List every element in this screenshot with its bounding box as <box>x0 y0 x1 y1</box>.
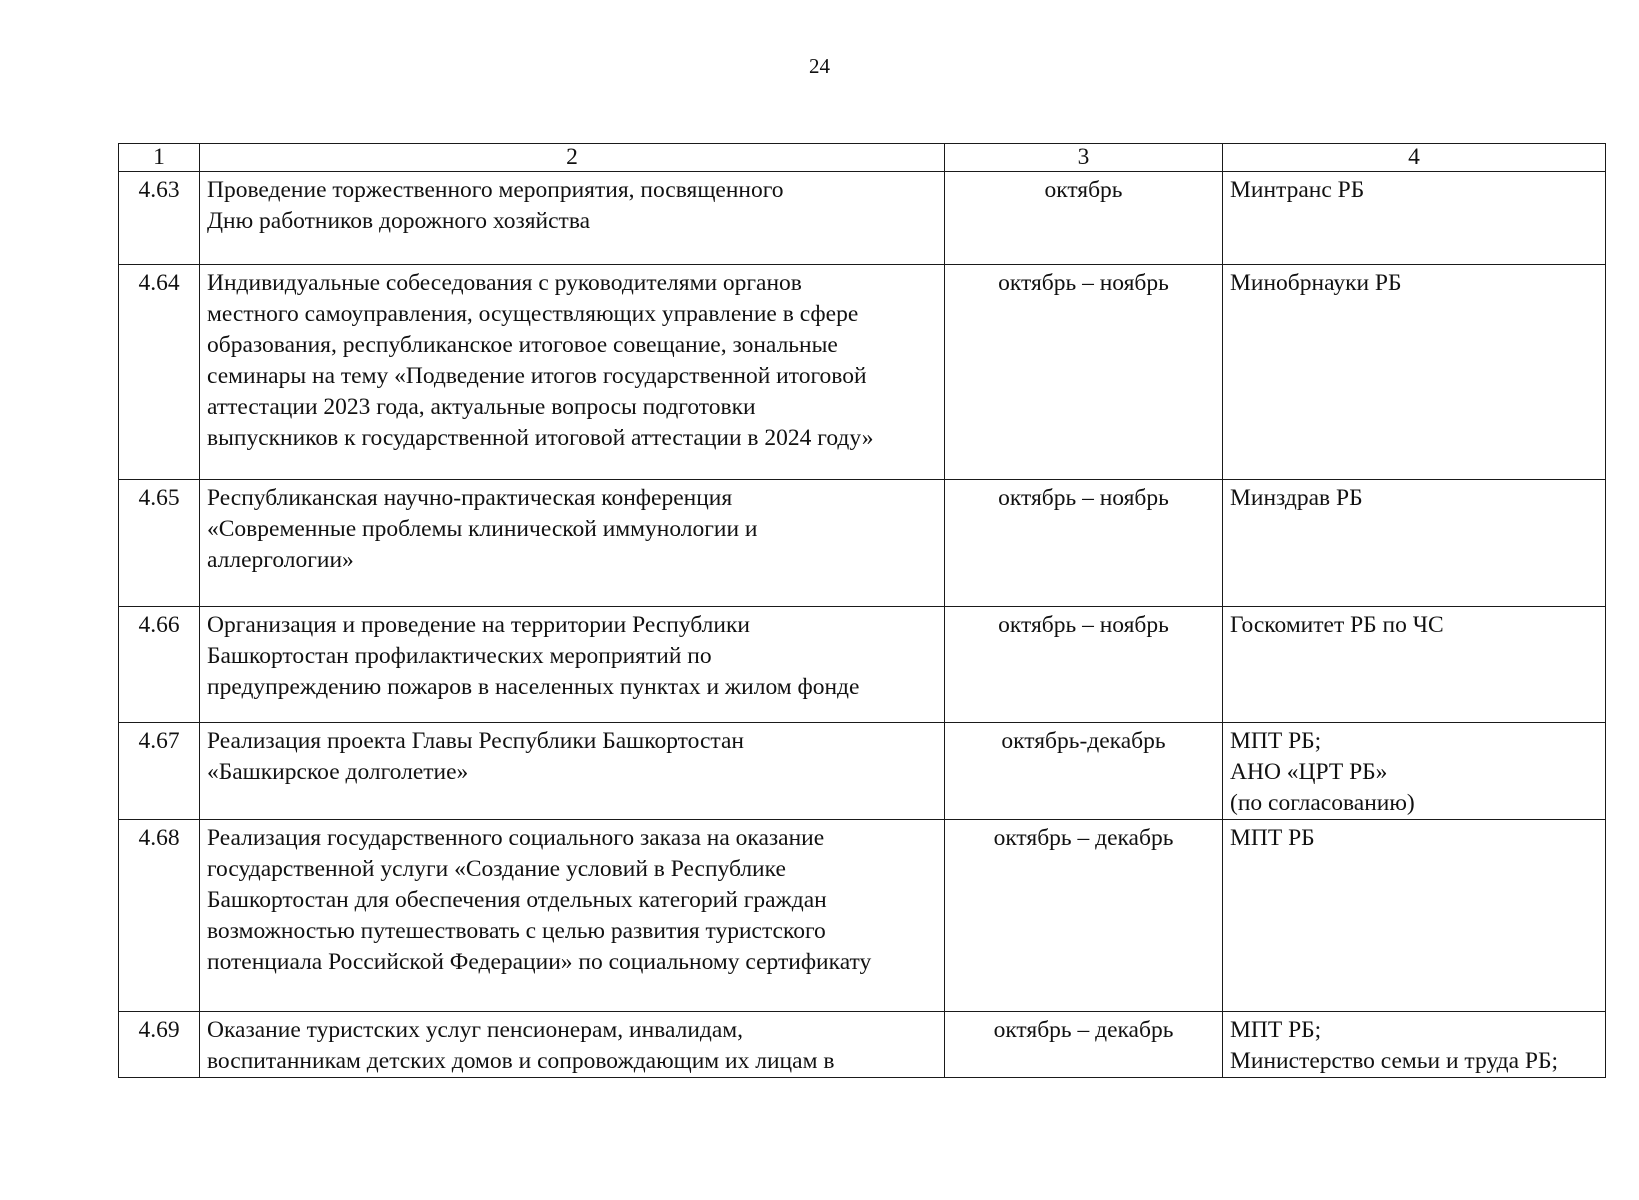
date-cell: октябрь – декабрь <box>945 1012 1223 1078</box>
responsible-line: МПТ РБ <box>1230 825 1315 851</box>
event-cell <box>200 480 945 607</box>
responsible-cell <box>1223 265 1606 480</box>
event-line: местного самоуправления, осуществляющих управление в сфере <box>207 301 859 327</box>
event-line: семинары на тему «Подведение итогов государственной итоговой <box>207 363 867 389</box>
event-line: выпускников к государственной итоговой аттестации в 2024 году» <box>207 425 874 451</box>
responsible-line: МПТ РБ; <box>1230 1017 1322 1043</box>
responsible-cell <box>1223 607 1606 723</box>
event-line: аттестации 2023 года, актуальные вопросы подготовки <box>207 394 756 420</box>
row-number: 4.66 <box>119 607 200 723</box>
event-cell <box>200 265 945 480</box>
event-line: государственной услуги «Создание условий в Республике <box>207 856 786 882</box>
responsible-line: Министерство семьи и труда РБ; <box>1230 1048 1559 1074</box>
table-row <box>119 820 1606 1012</box>
responsible-line: Госкомитет РБ по ЧС <box>1230 612 1444 638</box>
header-col-1: 1 <box>119 144 200 172</box>
responsible-line: МПТ РБ; <box>1230 728 1322 754</box>
header-col-4: 4 <box>1223 144 1606 172</box>
responsible-cell <box>1223 1012 1606 1078</box>
events-table <box>118 143 1606 1078</box>
date-cell: октябрь <box>945 172 1223 265</box>
responsible-cell <box>1223 172 1606 265</box>
event-cell <box>200 723 945 820</box>
date-cell: октябрь – ноябрь <box>945 607 1223 723</box>
event-line: Республиканская научно-практическая конференция <box>207 485 733 511</box>
event-line: «Башкирское долголетие» <box>207 759 469 785</box>
date-cell: октябрь – ноябрь <box>945 480 1223 607</box>
table-row <box>119 607 1606 723</box>
event-line: предупреждению пожаров в населенных пунктах и жилом фонде <box>207 674 860 700</box>
responsible-cell <box>1223 723 1606 820</box>
event-cell <box>200 820 945 1012</box>
row-number: 4.65 <box>119 480 200 607</box>
responsible-cell <box>1223 820 1606 1012</box>
responsible-line: Минздрав РБ <box>1230 485 1363 511</box>
date-cell: октябрь – декабрь <box>945 820 1223 1012</box>
event-line: воспитанникам детских домов и сопровождающим их лицам в <box>207 1048 835 1074</box>
event-line: Индивидуальные собеседования с руководителями органов <box>207 270 802 296</box>
header-col-3: 3 <box>945 144 1223 172</box>
table-header-row <box>119 144 1606 172</box>
row-number: 4.68 <box>119 820 200 1012</box>
event-line: Оказание туристских услуг пенсионерам, инвалидам, <box>207 1017 744 1043</box>
date-cell: октябрь – ноябрь <box>945 265 1223 480</box>
page-number: 24 <box>809 54 830 78</box>
table-body <box>119 172 1606 1078</box>
row-number: 4.63 <box>119 172 200 265</box>
event-line: Реализация проекта Главы Республики Башкортостан <box>207 728 744 754</box>
event-line: «Современные проблемы клинической иммунологии и <box>207 516 758 542</box>
event-line: образования, республиканское итоговое совещание, зональные <box>207 332 838 358</box>
event-line: Дню работников дорожного хозяйства <box>207 208 591 234</box>
responsible-line: (по согласованию) <box>1230 790 1415 816</box>
date-cell: октябрь-декабрь <box>945 723 1223 820</box>
header-col-2: 2 <box>200 144 945 172</box>
row-number: 4.64 <box>119 265 200 480</box>
event-cell <box>200 172 945 265</box>
event-line: аллергологии» <box>207 547 354 573</box>
event-line: Организация и проведение на территории Республики <box>207 612 750 638</box>
responsible-line: Минобрнауки РБ <box>1230 270 1402 296</box>
row-number: 4.67 <box>119 723 200 820</box>
event-cell <box>200 607 945 723</box>
event-line: возможностью путешествовать с целью развития туристского <box>207 918 826 944</box>
table-row <box>119 480 1606 607</box>
responsible-cell <box>1223 480 1606 607</box>
event-line: Башкортостан профилактических мероприятий по <box>207 643 712 669</box>
event-line: потенциала Российской Федерации» по социальному сертификату <box>207 949 872 975</box>
table-row <box>119 265 1606 480</box>
responsible-line: АНО «ЦРТ РБ» <box>1230 759 1388 785</box>
event-line: Реализация государственного социального заказа на оказание <box>207 825 825 851</box>
table-row <box>119 723 1606 820</box>
responsible-line: Минтранс РБ <box>1230 177 1365 203</box>
row-number: 4.69 <box>119 1012 200 1078</box>
event-line: Проведение торжественного мероприятия, посвященного <box>207 177 784 203</box>
table-row <box>119 1012 1606 1078</box>
event-cell <box>200 1012 945 1078</box>
event-line: Башкортостан для обеспечения отдельных категорий граждан <box>207 887 827 913</box>
table-row <box>119 172 1606 265</box>
